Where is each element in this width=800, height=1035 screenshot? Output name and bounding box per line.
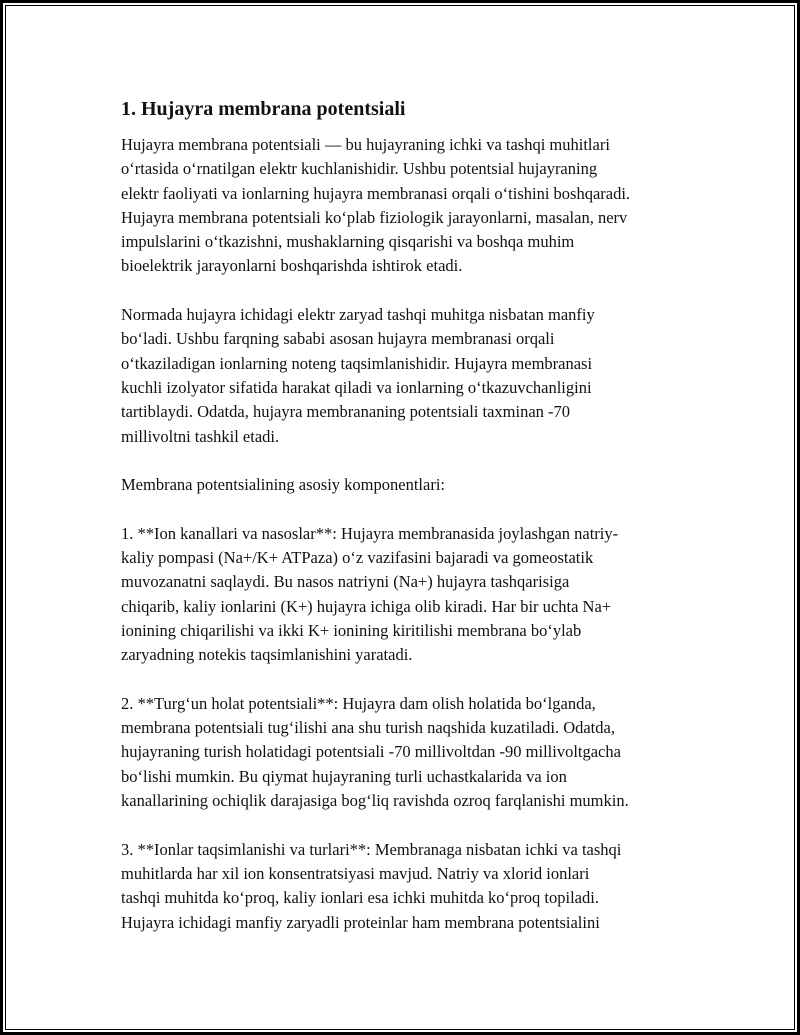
section-heading: 1. Hujayra membrana potentsiali [121, 98, 406, 120]
list-item-ion-channels: 1. **Ion kanallari va nasoslar**: Hujayra membranasida joylashgan natriy- kaliy pompasi (Na+/K+ ATPaza) o‘z vazifasini bajaradi va gomeostatik muvozanatni saqlaydi. Bu nasos natriyni (Na+) hujayra tashqarisiga chiqarib, kaliy ionlarini (K+) hujayra ichiga olib kiradi. Har bir uchta Na+ ionining chiqarilishi va ikki K+ ionining kiritilishi membrana bo‘ylab zaryadning notekis taqsimlanishini yaratadi. [121, 523, 619, 665]
paragraph-components-lead: Membrana potentsialining asosiy komponentlari: [121, 475, 445, 495]
list-item-ion-distribution: 3. **Ionlar taqsimlanishi va turlari**: Membranaga nisbatan ichki va tashqi muhitlarda har xil ion konsentratsiyasi mavjud. Natriy va xlorid ionlari tashqi muhitda ko‘proq, kaliy ionlari esa ichki muhitda ko‘proq topiladi. Hujayra ichidagi manfiy zaryadli proteinlar ham membrana potentsialini [121, 839, 622, 932]
paragraph-normal-charge: Normada hujayra ichidagi elektr zaryad tashqi muhitga nisbatan manfiy bo‘ladi. Ushbu farqning sababi asosan hujayra membranasi orqali o‘tkaziladigan ionlarning noteng taqsimlanishidir. Hujayra membranasi kuchli izolyator sifatida harakat qiladi va ionlarning o‘tkazuvchanligini tartiblaydi. Odatda, hujayra membrananing potentsiali taxminan -70 millivoltni tashkil etadi. [121, 305, 595, 446]
list-item-resting-potential: 2. **Turg‘un holat potentsiali**: Hujayra dam olish holatida bo‘lganda, membrana potentsiali tug‘ilishi ana shu turish naqshida kuzatiladi. Odatda, hujayraning turish holatidagi potentsiali -70 millivoltdan -90 millivoltgacha bo‘lishi mumkin. Bu qiymat hujayraning turli uchastkalarida va ion kanallarining ochiqlik darajasiga bog‘liq ravishda ozroq farqlanishi mumkin. [121, 693, 629, 811]
paragraph-intro: Hujayra membrana potentsiali — bu hujayraning ichki va tashqi muhitlari o‘rtasida o‘rnatilgan elektr kuchlanishidir. Ushbu potentsial hujayraning elektr faoliyati va ionlarning hujayra membranasi orqali o‘tishini boshqaradi. Hujayra membrana potentsiali ko‘plab fiziologik jarayonlarni, masalan, nerv impulslarini o‘tkazishni, mushaklarning qisqarishi va boshqa muhim bioelektrik jarayonlarni boshqarishda ishtirok etadi. [121, 135, 631, 276]
document-body [121, 95, 696, 959]
